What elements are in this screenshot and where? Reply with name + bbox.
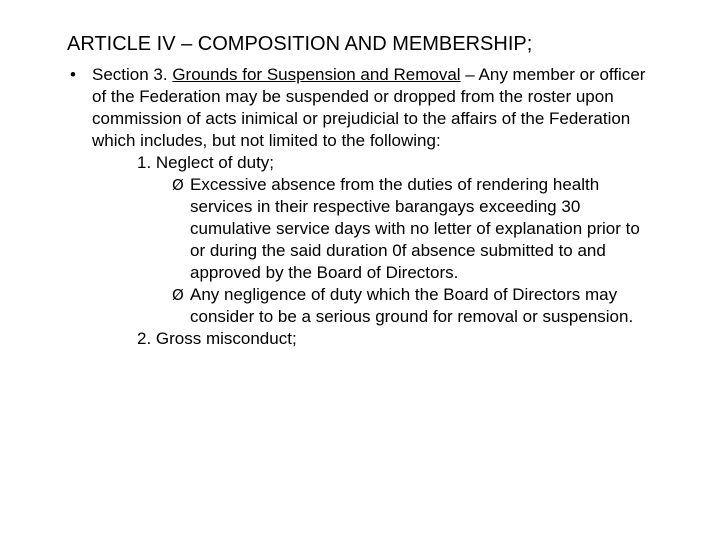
arrow-bullet-icon: Ø [172,286,184,304]
sub-item-text: Excessive absence from the duties of rendering health services in their respective barangays exceeding 30 cumulative service days with no letter of explanation prior to or during the said duration 0f absence submitted to and approved by the Board of Directors. [190,175,640,282]
arrow-bullet-icon: Ø [172,176,184,194]
slide-title: ARTICLE IV – COMPOSITION AND MEMBERSHIP; [67,33,533,55]
sub-item-negligence [62,284,662,328]
title-semicolon: ; [526,33,533,55]
section-heading: Grounds for Suspension and Removal [172,65,461,84]
section-bullet [62,64,662,152]
list-item-gross-misconduct: 2. Gross misconduct; [137,329,297,348]
list-item-neglect: 1. Neglect of duty; [137,153,275,172]
section-lead: Section 3. [92,65,173,84]
bullet-block [62,64,662,350]
sub-item-excessive-absence [62,174,662,284]
section-text: – Any member or officer of the Federation may be suspended or dropped from the roster upon commission of acts inimical or prejudicial to the affairs of the Federation which includes, but not limited to the following: [92,65,646,150]
sub-item-text: Any negligence of duty which the Board of Directors may consider to be a serious ground for removal or suspension. [190,285,634,326]
bullet-icon: • [70,65,76,84]
